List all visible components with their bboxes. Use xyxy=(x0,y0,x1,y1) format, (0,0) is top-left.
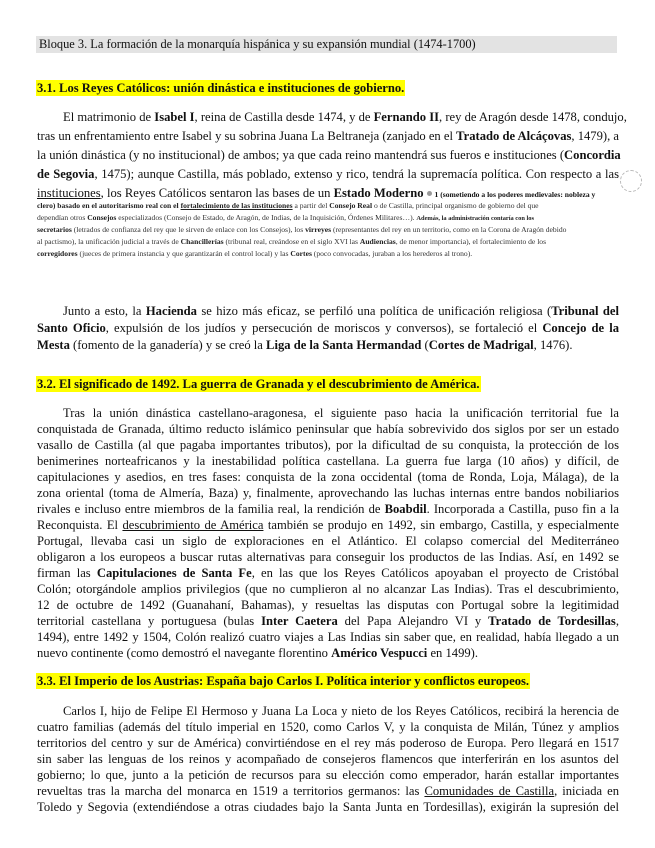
text-line: territorios del centro y sur de América) convirtiéndose en el rey más poderoso de Europa. Pero llegará en 1517 xyxy=(37,736,619,750)
text-line: instituciones, los Reyes Católicos sentaron las bases de un Estado Moderno 1 (sometiendo a los poderes medievales: nobleza y xyxy=(37,186,596,200)
text-line: conquistada de Granada, último reducto islámico peninsular que había sobrevivido dos siglos por ser un estado xyxy=(37,422,619,436)
link-instituciones[interactable]: instituciones xyxy=(37,186,101,200)
text-line: Tras la unión dinástica castellano-aragonesa, el siguiente paso hacia la unificación territorial fue la xyxy=(63,406,619,420)
text-line: capitulaciones y asedios, en tres fases: conquista de la zona occidental (toma de Ronda, Loja, Málaga), de la xyxy=(37,470,619,484)
text-line: Toledo y Segovia (extendiéndose a otras ciudades bajo la Santa Junta en Tordesillas), exigirán la supresión del xyxy=(37,800,619,814)
text-line: obligaron a los europeos a buscar rutas alternativas para conseguir los productos de las Indias. Así, en 1492 se xyxy=(37,550,619,564)
text-line: Carlos I, hijo de Felipe El Hermoso y Juana La Loca y nieto de los Reyes Católicos, recibirá la herencia de xyxy=(63,704,619,718)
text-line: vasallo de Castilla (al que pagaba importantes tributos), por la dificultad de su conquista, la protección de los xyxy=(37,438,619,452)
link-descubrimiento[interactable]: descubrimiento de América xyxy=(122,518,264,532)
text-line: nuevo continente (como demostró el navegante florentino Américo Vespucci en 1499). xyxy=(37,646,479,660)
text-line: la unión dinástica (y no institucional) de ambos; ya que cada reino mantendrá sus fueros e instituciones (Concordia xyxy=(37,148,621,162)
section-heading-3-3: 3.3. El Imperio de los Austrias: España bajo Carlos I. Política interior y conflictos europeos. xyxy=(37,674,530,688)
text-line: Reconquista. El descubrimiento de América también se produjo en 1492, sin embargo, Castilla, y especialmente xyxy=(37,518,619,532)
text-line: tras un enfrentamiento entre Isabel y su sobrina Juana La Beltraneja (zanjado en el Tratado de Alcáçovas, 1479), a xyxy=(37,129,619,143)
note-line: al pactismo), la unificación judicial a través de Chancillerías (tribunal real, creándose en el siglo XVI las Audiencias, de menor importancia), el fortalecimiento de los xyxy=(37,237,547,246)
text-line: gobierno; lo que, junto a la petición de recursos para su elección como emperador, harán estallar importantes xyxy=(37,768,619,782)
text-line: rivales e incluso entre miembros de la familia real, la rendición de Boabdil. Incorporada a Castilla, puso fin a la xyxy=(37,502,619,516)
text-line: revueltas tras la marcha del monarca en 1519 a territorios germanos: las Comunidades de Castilla, iniciada en xyxy=(37,784,620,798)
section-heading-3-1: 3.1. Los Reyes Católicos: unión dinástica e instituciones de gobierno. xyxy=(37,81,405,95)
footnote-marker-icon xyxy=(427,191,432,196)
header-title: Bloque 3. La formación de la monarquía hispánica y su expansión mundial (1474-1700) xyxy=(39,37,476,51)
note-line: dependían otros Consejos especializados (Consejo de Estado, de Aragón, de Indias, de la Inquisición, Órdenes Militares…). Además, la administración contaría con los xyxy=(37,213,534,222)
text-line: zona oriental (toma de Almería, Baza) y, finalmente, aprovechando las luchas internas entre bandos nobiliarios xyxy=(37,486,619,500)
text-line: benimerines norteafricanos y la inestabilidad política castellana. La guerra fue larga (10 años) y difícil, de xyxy=(37,454,619,468)
text-line: territorial castellana y portuguesa (bulas Inter Caetera del Papa Alejandro VI y Tratado de Tordesillas, xyxy=(37,614,619,628)
annotation-circle-icon xyxy=(620,170,642,192)
text-line: Colón; otorgándole amplios privilegios (que no cumplieron al no alcanzar Las Indias). Tras el descubrimiento, xyxy=(37,582,619,596)
link-comunidades[interactable]: Comunidades de Castilla xyxy=(424,784,555,798)
text-line: Mesta (fomento de la ganadería) y se creó la Liga de la Santa Hermandad (Cortes de Madrigal, 1476). xyxy=(37,338,573,352)
text-line: Junto a esto, la Hacienda se hizo más eficaz, se perfiló una política de unificación religiosa (Tribunal del xyxy=(63,304,620,318)
text-line: cuatro familias (además del título imperial en 1520, como Carlos V, y la conquista de Milán, Túnez y amplios xyxy=(37,720,619,734)
text-line: Santo Oficio, expulsión de los judíos y persecución de moriscos y conversos), se fortaleció el Concejo de la xyxy=(37,321,619,335)
text-line: firman las Capitulaciones de Santa Fe, en las que los Reyes Católicos apoyaban el proyecto de Cristóbal xyxy=(37,566,619,580)
text-line: sin saber las lenguas de los reinos y acompañado de consejeros flamencos que interferirán en los asuntos del xyxy=(37,752,619,766)
note-line: clero) basado en el autoritarismo real con el fortalecimiento de las instituciones a partir del Consejo Real o de Castilla, principal organismo de gobierno del que xyxy=(37,201,539,210)
note-line: secretarios (letrados de confianza del rey que le sirven de enlace con los Consejos), los virreyes (representantes del rey en un territorio, como en la Corona de Aragón debido xyxy=(37,225,567,234)
note-line: corregidores (jueces de primera instancia y que garantizarán el control local) y las Cortes (poco convocadas, juraban a los herederos al trono). xyxy=(37,249,473,258)
text-line: Portugal, llevaba casi un siglo de exploraciones en el Atlántico. El colapso comercial del Mediterráneo xyxy=(37,534,619,548)
text-line: El matrimonio de Isabel I, reina de Castilla desde 1474, y de Fernando II, rey de Aragón desde 1478, condujo, xyxy=(63,110,627,124)
text-line: 12 de octubre de 1492 (Guanahaní, Bahamas), y resueltas las disputas con Portugal sobre la legitimidad xyxy=(37,598,619,612)
section-heading-3-2: 3.2. El significado de 1492. La guerra de Granada y el descubrimiento de América. xyxy=(37,377,480,391)
text-line: de Segovia, 1475); aunque Castilla, más poblado, extenso y rico, tendrá la supremacía política. Con respecto a las xyxy=(37,167,619,181)
text-line: 1494), entre 1492 y 1504, Colón realizó cuatro viajes a Las Indias sin saber que, en realidad, había llegado a un xyxy=(37,630,619,644)
